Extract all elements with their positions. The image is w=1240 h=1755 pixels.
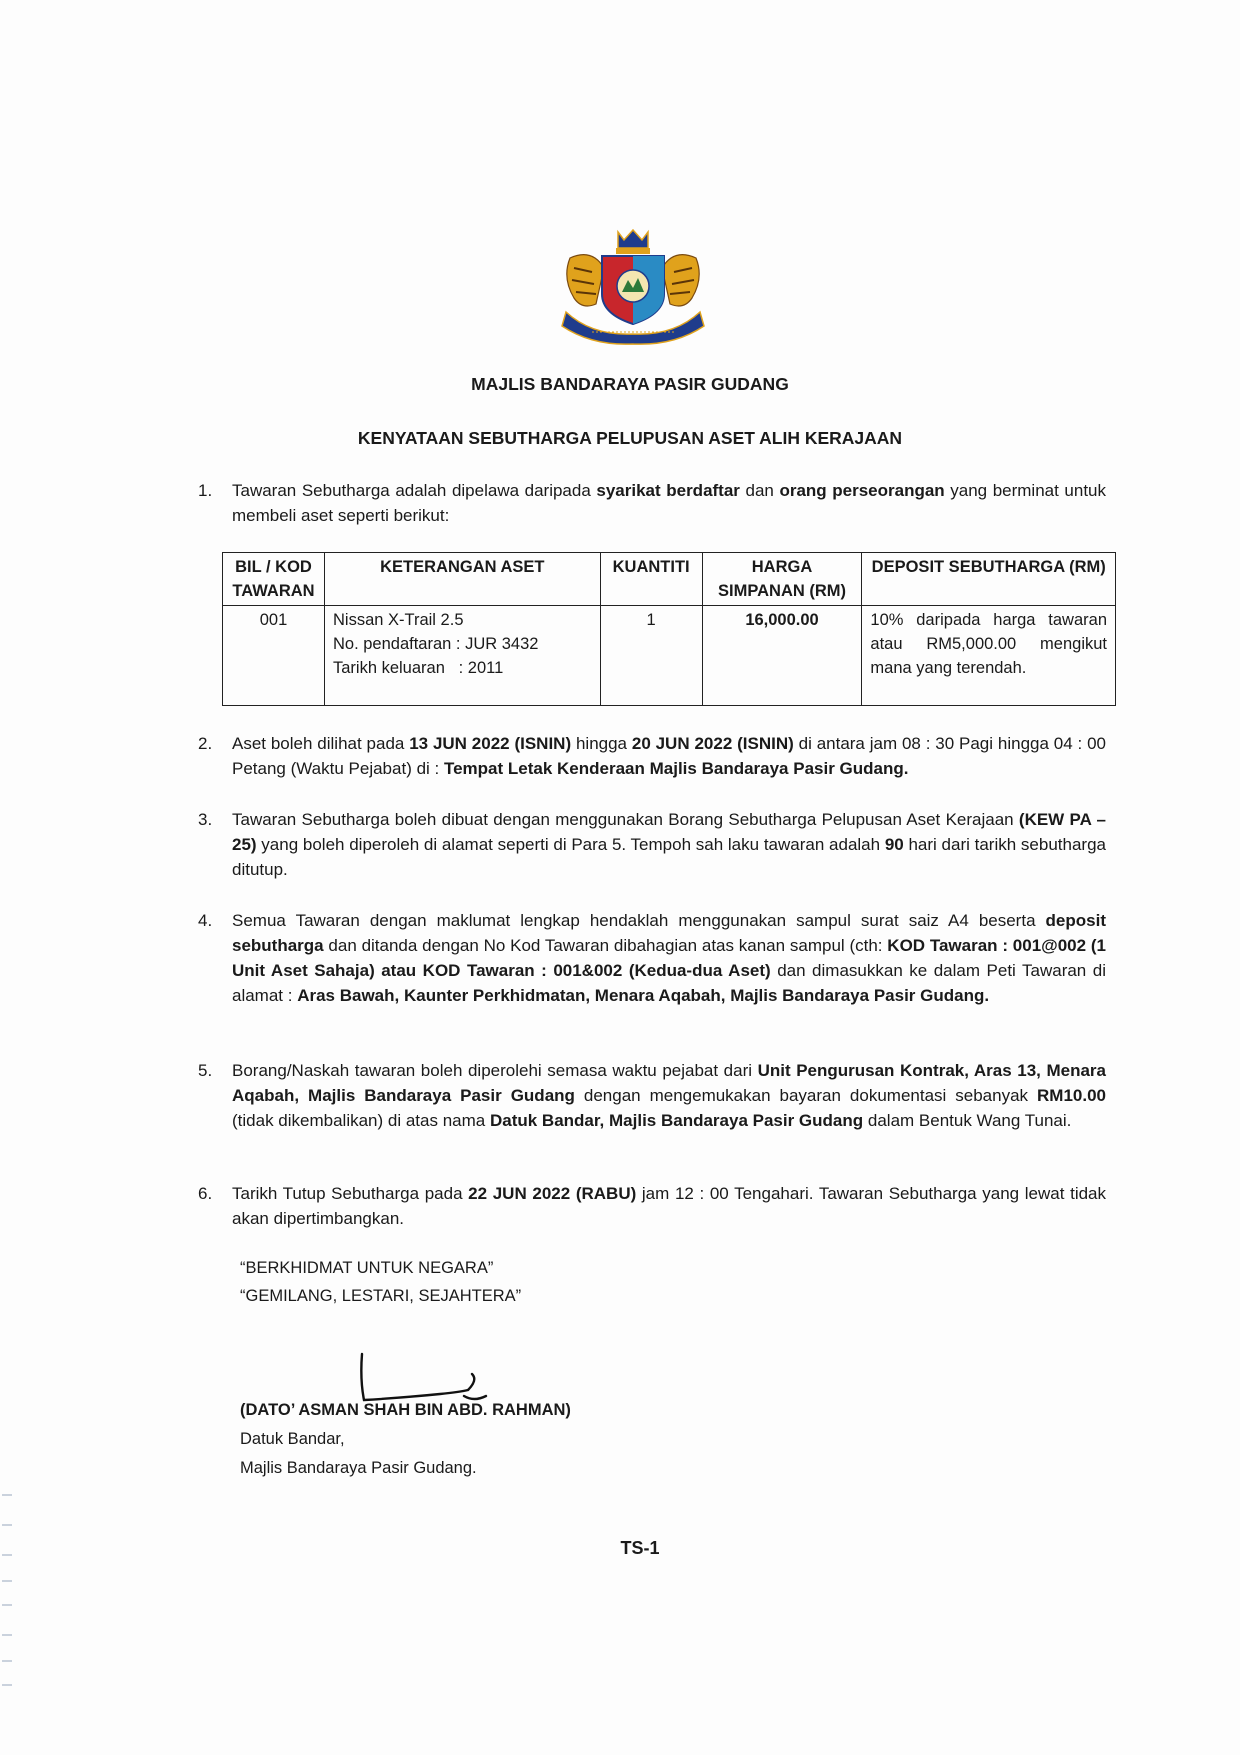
column-header: BIL / KOD TAWARAN <box>223 553 325 606</box>
paragraph-number: 2. <box>198 734 213 753</box>
scan-margin-marks <box>0 1485 14 1705</box>
column-header: HARGA SIMPANAN (RM) <box>702 553 862 606</box>
notice-title: KENYATAAN SEBUTHARGA PELUPUSAN ASET ALIH KERAJAAN <box>357 428 903 448</box>
table-row <box>223 606 1116 706</box>
signatory-position: Datuk Bandar, <box>240 1430 345 1448</box>
paragraph-6: 6. Tarikh Tutup Sebutharga pada 22 JUN 2022 (RABU) jam 12 : 00 Tengahari. Tawaran Sebutharga yang lewat tidak akan dipertimbangkan. <box>202 1181 1106 1231</box>
paragraph-2: 2. Aset boleh dilihat pada 13 JUN 2022 (ISNIN) hingga 20 JUN 2022 (ISNIN) di antara jam 08 : 30 Pagi hingga 04 : 00 Petang (Waktu Pejabat) di : Tempat Letak Kenderaan Majlis Bandaraya Pasir Gudang. <box>202 731 1106 781</box>
signatory-name: (DATO’ ASMAN SHAH BIN ABD. RAHMAN) <box>240 1401 571 1419</box>
column-header: DEPOSIT SEBUTHARGA (RM) <box>862 553 1116 606</box>
asset-table <box>222 552 1116 706</box>
asset-description-cell: Nissan X-Trail 2.5 No. pendaftaran : JUR 3432 Tarikh keluaran : 2011 <box>324 606 600 706</box>
column-header: KETERANGAN ASET <box>324 553 600 606</box>
council-name-heading: MAJLIS BANDARAYA PASIR GUDANG <box>471 374 789 394</box>
signatory-organisation: Majlis Bandaraya Pasir Gudang. <box>240 1459 477 1477</box>
paragraph-1: 1. Tawaran Sebutharga adalah dipelawa daripada syarikat berdaftar dan orang perseorangan yang berminat untuk membeli aset seperti berikut: <box>202 478 1106 528</box>
paragraph-number: 5. <box>198 1061 213 1080</box>
column-header: KUANTITI <box>600 553 702 606</box>
paragraph-4: 4. Semua Tawaran dengan maklumat lengkap hendaklah menggunakan sampul surat saiz A4 beserta deposit sebutharga dan ditanda dengan No Kod Tawaran dibahagian atas kanan sampul (cth: KOD Tawaran : 001@002 (1 Unit Aset Sahaja) atau KOD Tawaran : 001&002 (Kedua-dua Aset) dan dimasukkan ke dalam Peti Tawaran di alamat : Aras Bawah, Kaunter Perkhidmatan, Menara Aqabah, Majlis Bandaraya Pasir Gudang. <box>202 908 1106 1008</box>
paragraph-number: 6. <box>198 1184 213 1203</box>
motto-line: “BERKHIDMAT UNTUK NEGARA” <box>240 1259 494 1277</box>
paragraph-3: 3. Tawaran Sebutharga boleh dibuat dengan menggunakan Borang Sebutharga Pelupusan Aset Kerajaan (KEW PA – 25) yang boleh diperoleh di alamat seperti di Para 5. Tempoh sah laku tawaran adalah 90 hari dari tarikh sebutharga ditutup. <box>202 807 1106 882</box>
quantity-cell: 1 <box>600 606 702 706</box>
reserve-price-cell: 16,000.00 <box>702 606 862 706</box>
table-header-row <box>223 553 1116 606</box>
motto-line: “GEMILANG, LESTARI, SEJAHTERA” <box>240 1287 522 1305</box>
signatory-block <box>240 1396 571 1483</box>
paragraph-number: 1. <box>198 481 213 500</box>
deposit-cell: 10% daripada harga tawaran atau RM5,000.00 mengikut mana yang terendah. <box>862 606 1116 706</box>
motto-block <box>240 1254 521 1310</box>
page-number: TS-1 <box>620 1538 660 1558</box>
city-council-crest-logo <box>552 228 714 346</box>
offer-code-cell: 001 <box>223 606 325 706</box>
paragraph-5: 5. Borang/Naskah tawaran boleh diperolehi semasa waktu pejabat dari Unit Pengurusan Kontrak, Aras 13, Menara Aqabah, Majlis Bandaraya Pasir Gudang dengan mengemukakan bayaran dokumentasi sebanyak RM10.00 (tidak dikembalikan) di atas nama Datuk Bandar, Majlis Bandaraya Pasir Gudang dalam Bentuk Wang Tunai. <box>202 1058 1106 1133</box>
paragraph-number: 4. <box>198 911 213 930</box>
paragraph-number: 3. <box>198 810 213 829</box>
